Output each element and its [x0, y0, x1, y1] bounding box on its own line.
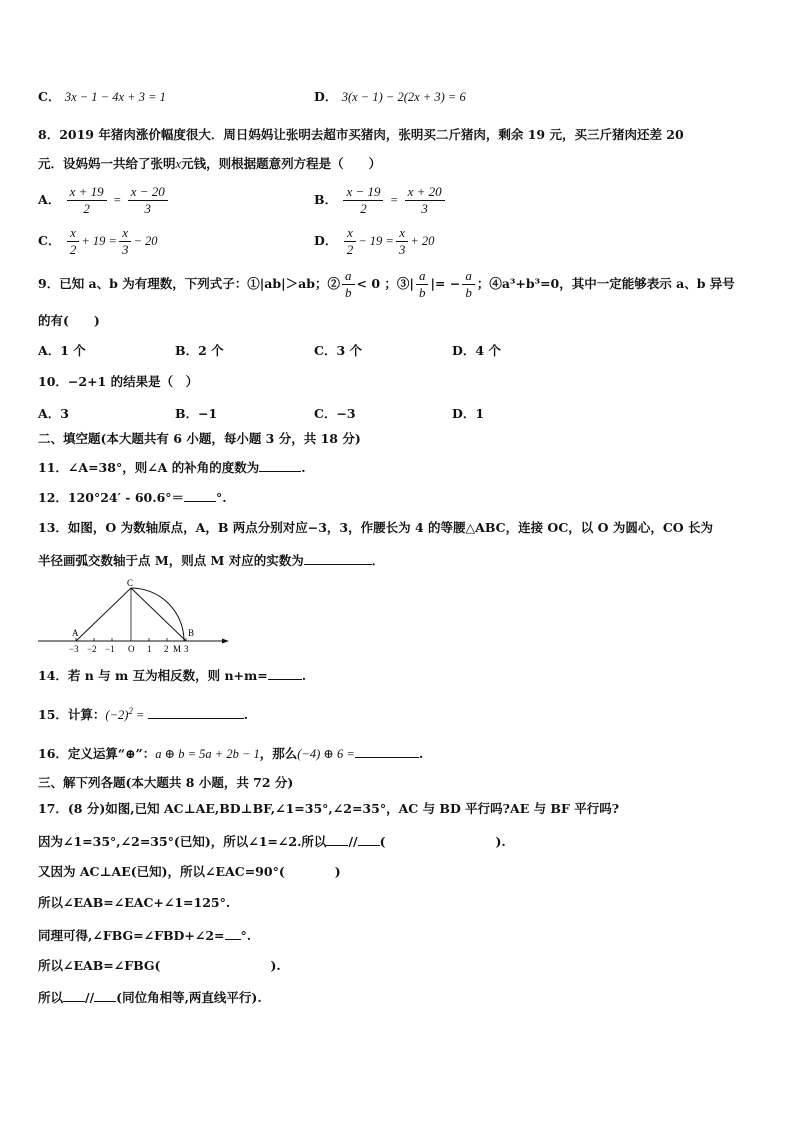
step-text: 所以∠EAB=∠FBG( [38, 958, 161, 973]
fraction [119, 225, 132, 258]
point-label-c: C [127, 578, 134, 588]
q8-option-a [38, 182, 170, 218]
tick-label: O [128, 644, 135, 654]
fraction [344, 225, 357, 258]
step-text: ( [379, 834, 386, 849]
q8-stem-line1: 8．2019 年猪肉涨价幅度很大．周日妈妈让张明去超市买猪肉，张明买二斤猪肉，剩余 19 元，买三斤猪肉还差 20 [38, 127, 684, 142]
step-text: 同理可得,∠FBG=∠FBD+∠2= [38, 928, 225, 943]
equals-sign: = [389, 193, 399, 207]
exponent: 2 [128, 706, 133, 716]
stem-text: 元钱，则根据题意列方程是（ ） [181, 156, 382, 171]
stem-text: . [418, 746, 424, 761]
tick-label: −3 [69, 644, 79, 654]
fraction [342, 268, 355, 301]
q9-option-a: A．1 个 [38, 343, 86, 358]
stem-text: ，那么 [259, 746, 298, 761]
stem-text: 16．定义运算“⊕”： [38, 746, 156, 761]
q7-option-c [38, 88, 166, 106]
step-text: // [348, 834, 358, 849]
stem-text: ；④a³+b³=0，其中一定能够表示 a、b 异号 [476, 276, 735, 291]
fraction [462, 268, 475, 301]
q7-option-d [314, 88, 466, 106]
answer-blank [259, 458, 301, 472]
numerator: x [344, 225, 357, 242]
question-number: 11． [38, 460, 68, 475]
q17-step-1 [38, 832, 506, 851]
denominator: 2 [69, 242, 77, 257]
fraction [67, 184, 107, 217]
tick-label: −1 [105, 644, 115, 654]
equation: 3(x − 1) − 2(2x + 3) = 6 [341, 90, 466, 104]
expression: − 20 [133, 234, 158, 248]
stem-text: ∠A=38°，则∠A 的补角的度数为 [67, 460, 260, 475]
fraction [67, 225, 80, 258]
q14 [38, 666, 306, 685]
answer-blank [63, 988, 85, 1002]
point-label-b: B [188, 628, 195, 638]
numerator: a [342, 268, 355, 285]
q9-option-c: C．3 个 [314, 343, 362, 358]
q17-step-6 [38, 988, 262, 1007]
q11 [38, 458, 306, 477]
numerator: x + 19 [67, 184, 107, 201]
expression: a ⊕ b = 5a + 2b − 1 [155, 747, 260, 761]
numerator: x + 20 [405, 184, 445, 201]
q13-stem-line2 [38, 551, 384, 570]
q10-stem: 10．−2+1 的结果是（ ） [38, 374, 199, 389]
q10-option-d: D．1 [452, 406, 485, 421]
numerator: x [396, 225, 409, 242]
stem-text: 半径画弧交数轴于点 M，则点 M 对应的实数为 [38, 553, 304, 568]
option-label: B． [314, 192, 338, 207]
tick-label: −2 [87, 644, 97, 654]
expression: + 19 = [81, 234, 117, 248]
q10-option-a: A．3 [38, 406, 69, 421]
fraction [416, 268, 429, 301]
numerator: a [416, 268, 429, 285]
axis-arrow [222, 639, 229, 644]
equals-sign: = [112, 193, 122, 207]
stem-text: °. [216, 490, 227, 505]
q17-step-2 [38, 863, 341, 881]
tick-label: 3 [184, 644, 189, 654]
step-text: // [85, 990, 95, 1005]
answer-blank [184, 488, 216, 502]
expression: (−2) [105, 708, 129, 723]
q9-stem-line1 [38, 266, 735, 302]
answer-blank [355, 744, 419, 758]
stem-text: 15．计算： [38, 707, 106, 723]
expression: − 19 = [358, 234, 394, 248]
answer-blank [268, 666, 302, 680]
stem-text: 14．若 n 与 m 互为相反数，则 n+m= [38, 668, 268, 683]
denominator: 2 [346, 242, 354, 257]
option-label: D． [314, 89, 338, 104]
q9-option-b: B．2 个 [175, 343, 224, 358]
denominator: b [465, 285, 472, 300]
option-label: C． [38, 233, 61, 248]
stem-text: < 0 ；③| [356, 276, 414, 291]
denominator: 2 [83, 201, 90, 216]
option-label: C． [38, 89, 61, 104]
answer-blank [358, 832, 380, 846]
answer-blank [304, 551, 372, 565]
q16 [38, 744, 423, 763]
tick-label: M [173, 644, 182, 654]
step-text: 所以 [38, 990, 64, 1005]
q9-option-d: D．4 个 [452, 343, 501, 358]
step-text: 又因为 AC⊥AE(已知)，所以∠EAC=90°( [38, 864, 285, 879]
variable: x [175, 157, 182, 171]
section-heading-fill-in: 二、填空题(本大题共有 6 小题，每小题 3 分，共 18 分) [38, 431, 361, 446]
segment-ac [76, 588, 131, 641]
step-text: 因为∠1=35°,∠2=35°(已知)，所以∠1=∠2.所以 [38, 834, 327, 849]
q8-option-b [314, 182, 447, 218]
q17-step-3: 所以∠EAB=∠EAC+∠1=125°. [38, 895, 231, 910]
expression: + 20 [410, 234, 435, 248]
stem-text: 元．设妈妈一共给了张明 [38, 156, 176, 171]
number-line-figure [36, 578, 236, 658]
denominator: b [418, 285, 426, 300]
point-label-a: A [72, 628, 79, 638]
numerator: x − 20 [128, 184, 168, 201]
option-label: A． [38, 192, 61, 207]
q9-stem-line2: 的有( ) [38, 313, 100, 328]
q8-option-d [314, 223, 434, 259]
step-text: °. [240, 928, 252, 943]
tick-label: 2 [164, 644, 169, 654]
equation: 3x − 1 − 4x + 3 = 1 [64, 90, 166, 104]
fraction [343, 184, 383, 217]
stem-text: . [243, 707, 248, 723]
numerator: x − 19 [343, 184, 383, 201]
step-text: ). [495, 834, 506, 849]
q17-step-5 [38, 957, 281, 975]
q17-step-4 [38, 926, 251, 945]
q8-stem-line2 [38, 155, 381, 173]
answer-blank [148, 705, 244, 719]
answer-blank [94, 988, 116, 1002]
stem-text: 9．已知 a、b 为有理数，下列式子：①|ab|＞ab；② [38, 276, 341, 291]
stem-text: . [301, 460, 306, 475]
denominator: 3 [421, 201, 428, 216]
denominator: 3 [398, 242, 406, 257]
tick-label: 1 [147, 644, 152, 654]
denominator: b [345, 285, 352, 300]
q8-option-c [38, 223, 158, 259]
fraction [128, 184, 168, 217]
stem-text: 12．120°24′ - 60.6°＝ [38, 490, 185, 505]
denominator: 3 [121, 242, 129, 257]
answer-blank [326, 832, 348, 846]
expression: (−4) ⊕ 6 = [297, 747, 355, 761]
q12 [38, 488, 227, 507]
fraction [405, 184, 445, 217]
step-text: (同位角相等,两直线平行). [116, 990, 262, 1005]
section-heading-solve: 三、解下列各题(本大题共 8 小题，共 72 分) [38, 775, 294, 790]
q15 [38, 702, 248, 724]
answer-blank [225, 926, 241, 940]
q10-option-b: B．−1 [175, 406, 218, 421]
fraction [396, 225, 409, 258]
stem-text: ． [371, 553, 385, 568]
numerator: x [67, 225, 80, 242]
numerator: x [119, 225, 132, 242]
denominator: 2 [360, 201, 367, 216]
step-text: ). [270, 958, 281, 973]
option-label: D． [314, 233, 338, 248]
q13-stem-line1: 13．如图，O 为数轴原点，A，B 两点分别对应−3，3，作腰长为 4 的等腰△ABC，连接 OC，以 O 为圆心，CO 长为 [38, 520, 714, 535]
stem-text: |= − [430, 276, 461, 291]
q10-option-c: C．−3 [314, 406, 356, 421]
q17-stem: 17．(8 分)如图,已知 AC⊥AE,BD⊥BF,∠1=35°,∠2=35°，AC 与 BD 平行吗?AE 与 BF 平行吗? [38, 801, 620, 816]
equals-sign: = [132, 708, 148, 723]
stem-text: . [301, 668, 307, 683]
denominator: 3 [144, 201, 152, 216]
step-text: ) [334, 864, 341, 879]
numerator: a [462, 268, 475, 285]
